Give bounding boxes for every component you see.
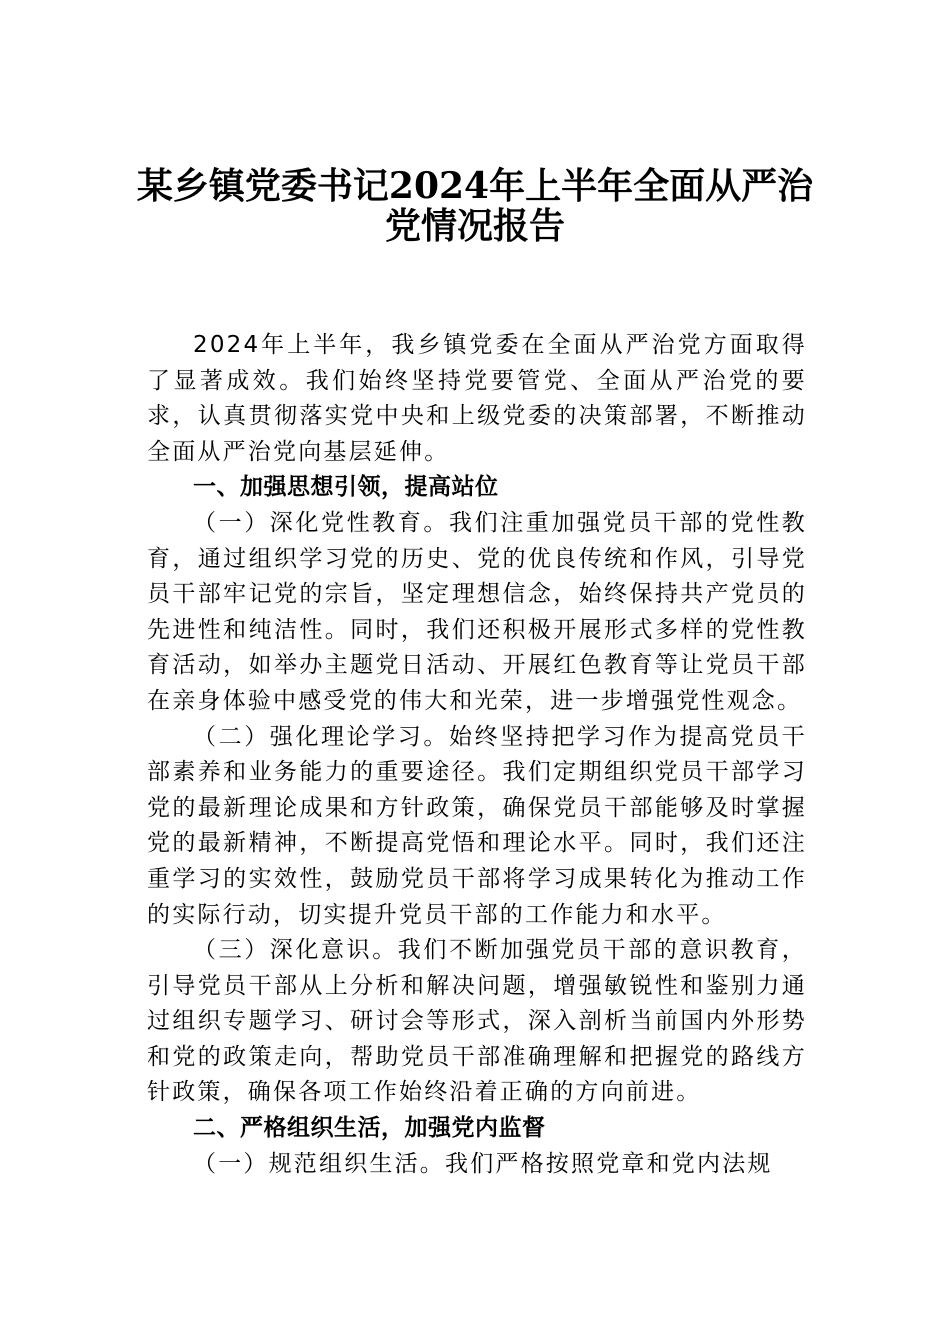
body-paragraph: （一）深化党性教育。我们注重加强党员干部的党性教育，通过组织学习党的历史、党的优良传统和作风，引导党员干部牢记党的宗旨，坚定理想信念，始终保持共产党员的先进性和纯洁性。同时，我们还积极开展形式多样的党性教育活动，如举办主题党日活动、开展红色教育等让党员干部在亲身体验中感受党的伟大和光荣，进一步增强党性观念。 [147,509,807,714]
section-heading-2: 二、严格组织生活，加强党内监督 [193,1115,546,1142]
document-body [147,328,807,1182]
document-title-line-2: 党情况报告 [384,205,565,247]
body-paragraph: （一）规范组织生活。我们严格按照党章和党内法规 [193,1150,773,1177]
section-heading-1: 一、加强思想引领，提高站位 [193,474,499,501]
document-title-line-1: 某乡镇党委书记2024年上半年全面从严治 [136,165,814,207]
body-paragraph: （三）深化意识。我们不断加强党员干部的意识教育，引导党员干部从上分析和解决问题，增强敏锐性和鉴别力通过组织专题学习、研讨会等形式，深入剖析当前国内外形势和党的政策走向，帮助党员干部准确理解和把握党的路线方针政策，确保各项工作始终沿着正确的方向前进。 [147,937,807,1106]
intro-paragraph: 2024年上半年，我乡镇党委在全面从严治党方面取得了显著成效。我们始终坚持党要管党、全面从严治党的要求，认真贯彻落实党中央和上级党委的决策部署，不断推动全面从严治党向基层延伸。 [147,332,807,465]
body-paragraph: （二）强化理论学习。始终坚持把学习作为提高党员干部素养和业务能力的重要途径。我们定期组织党员干部学习党的最新理论成果和方针政策，确保党员干部能够及时掌握党的最新精神，不断提高党悟和理论水平。同时，我们还注重学习的实效性，鼓励党员干部将学习成果转化为推动工作的实际行动，切实提升党员干部的工作能力和水平。 [147,723,807,928]
